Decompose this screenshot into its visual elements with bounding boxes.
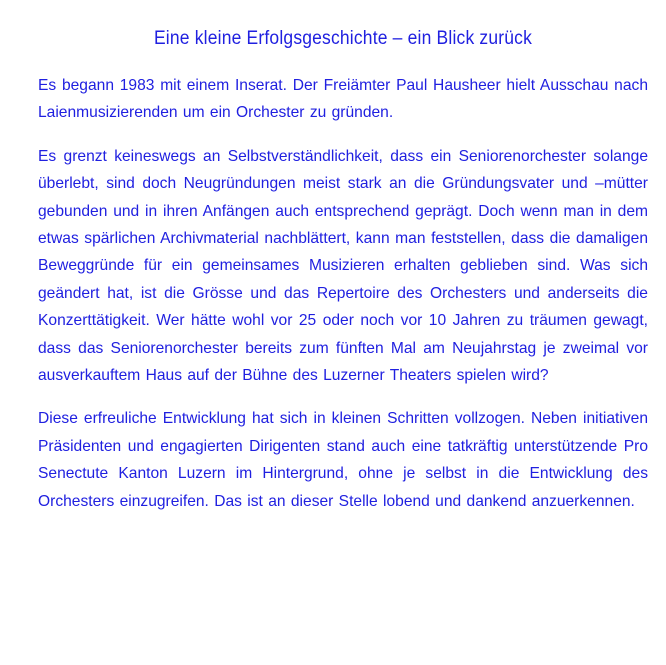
- paragraph-history: Es grenzt keineswegs an Selbstverständlichkeit, dass ein Seniorenorchester solange überlebt, sind doch Neugründungen meist stark an die Gründungsvater und –mütter gebunden und in ihren Anfängen auch entsprechend geprägt. Doch wenn man in dem etwas spärlichen Archivmaterial nachblättert, kann man feststellen, dass die damaligen Beweggründe für ein gemeinsames Musizieren erhalten geblieben sind. Was sich geändert hat, ist die Grösse und das Repertoire des Orchesters und anderseits die Konzerttätigkeit. Wer hätte wohl vor 25 oder noch vor 10 Jahren zu träumen gewagt, dass das Seniorenorchester bereits zum fünften Mal am Neujahrstag je zweimal vor ausverkauftem Haus auf der Bühne des Luzerner Theaters spielen wird?: [38, 147, 648, 385]
- document-page: [38, 28, 648, 531]
- page-title: Eine kleine Erfolgsgeschichte – ein Blick zurück: [153, 28, 533, 49]
- paragraph-intro: Es begann 1983 mit einem Inserat. Der Freiämter Paul Hausheer hielt Ausschau nach Laienmusizierenden um ein Orchester zu gründen.: [38, 77, 648, 122]
- paragraph-development: Diese erfreuliche Entwicklung hat sich in kleinen Schritten vollzogen. Neben initiativen Präsidenten und engagierten Dirigenten stand auch eine tatkräftig unterstützende Pro Senectute Kanton Luzern im Hintergrund, ohne je selbst in die Entwicklung des Orchesters einzugreifen. Das ist an dieser Stelle lobend und dankend anzuerkennen.: [38, 410, 648, 510]
